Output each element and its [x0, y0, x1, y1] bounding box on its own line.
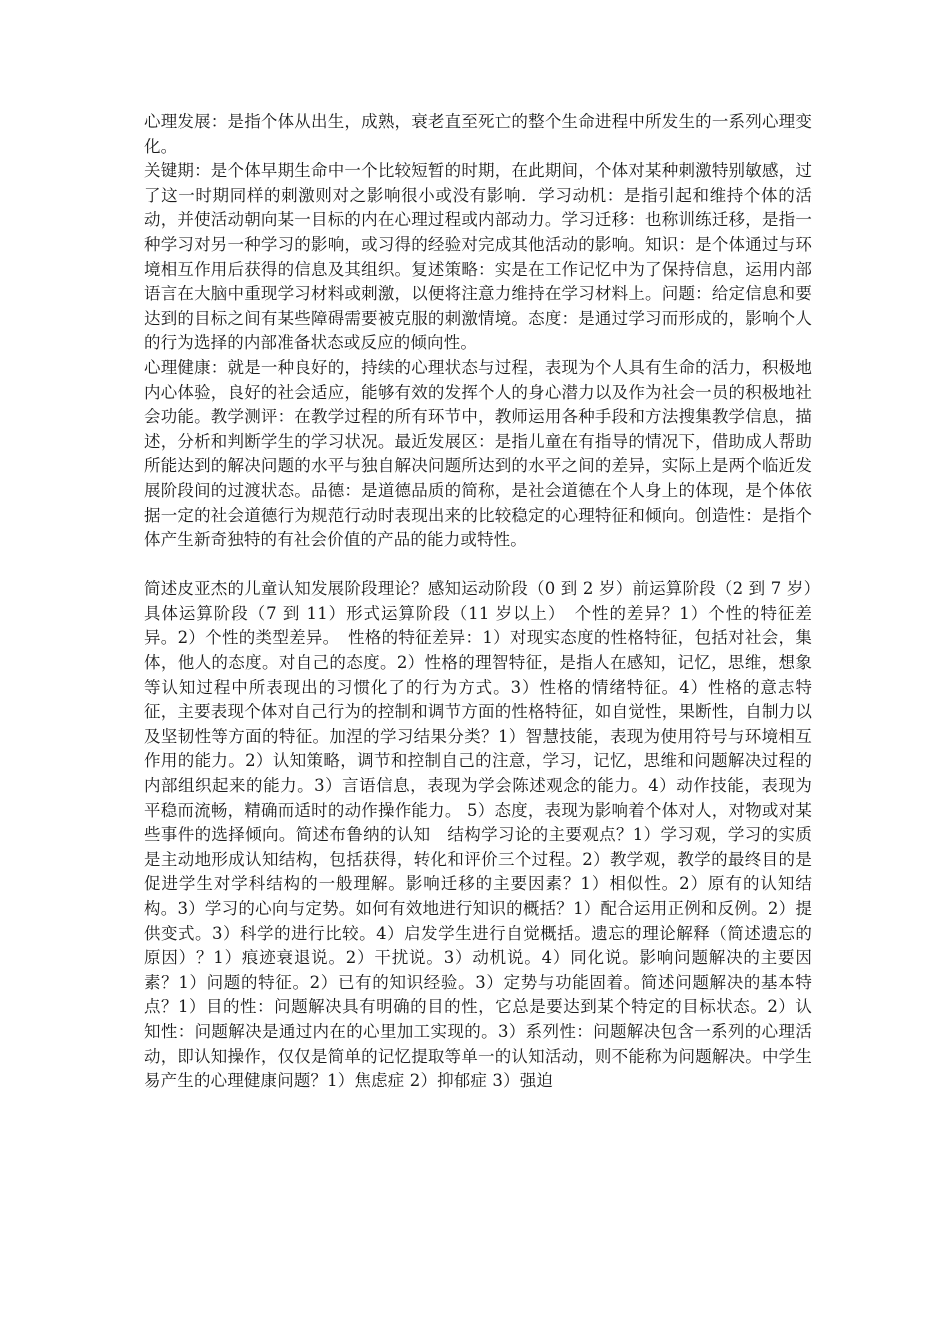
document-body: [144, 110, 812, 1094]
paragraph-psychological-development: 心理发展：是指个体从出生，成熟，衰老直至死亡的整个生命进程中所发生的一系列心理变化。: [144, 112, 812, 156]
paragraph-definitions-key-period: 关键期：是个体早期生命中一个比较短暂的时期，在此期间，个体对某种刺激特别敏感，过了这一时期同样的刺激则对之影响很小或没有影响．学习动机：是指引起和维持个体的活动，并使活动朝向某一目标的内在心理过程或内部动力。学习迁移：也称训练迁移，是指一种学习对另一种学习的影响，或习得的经验对完成其他活动的影响。知识：是个体通过与环境相互作用后获得的信息及其组织。复述策略：实是在工作记忆中为了保持信息，运用内部语言在大脑中重现学习材料或刺激，以便将注意力维持在学习材料上。问题：给定信息和要达到的目标之间有某些障碍需要被克服的刺激情境。态度：是通过学习而形成的，影响个人的行为选择的内部准备状态或反应的倾向性。: [144, 161, 812, 353]
paragraph-spacer: [144, 553, 812, 578]
paragraph-definitions-mental-health: 心理健康：就是一种良好的，持续的心理状态与过程，表现为个人具有生命的活力，积极地内心体验，良好的社会适应，能够有效的发挥个人的身心潜力以及作为社会一员的积极地社会功能。教学测评：在教学过程的所有环节中，教师运用各种手段和方法搜集教学信息，描述，分析和判断学生的学习状况。最近发展区：是指儿童在有指导的情况下，借助成人帮助所能达到的解决问题的水平与独自解决问题所达到的水平之间的差异，实际上是两个临近发展阶段间的过渡状态。品德：是道德品质的简称，是社会道德在个人身上的体现，是个体依据一定的社会道德行为规范行动时表现出来的比较稳定的心理特征和倾向。创造性：是指个体产生新奇独特的有社会价值的产品的能力或特性。: [144, 357, 812, 550]
paragraph-short-answer-questions: 简述皮亚杰的儿童认知发展阶段理论？感知运动阶段（0 到 2 岁）前运算阶段（2 到 7 岁）具体运算阶段（7 到 11）形式运算阶段（11 岁以上） 个性的差异？1）个性的特征差异。2）个性的类型差异。 性格的特征差异：1）对现实态度的性格特征，包括对社会，集体，他人的态度。对自己的态度。2）性格的理智特征，是指人在感知，记忆，思维，想象等认知过程中所表现出的习惯化了的行为方式。3）性格的情绪特征。4）性格的意志特征，主要表现个体对自己行为的控制和调节方面的性格特征，如自觉性，果断性，自制力以及坚韧性等方面的特征。加涅的学习结果分类？1）智慧技能，表现为使用符号与环境相互作用的能力。2）认知策略，调节和控制自己的注意，学习，记忆，思维和问题解决过程的内部组织起来的能力。3）言语信息，表现为学会陈述观念的能力。4）动作技能，表现为平稳而流畅，精确而适时的动作操作能力。 5）态度，表现为影响着个体对人，对物或对某些事件的选择倾向。简述布鲁纳的认知 结构学习论的主要观点？1）学习观，学习的实质是主动地形成认知结构，包括获得，转化和评价三个过程。2）教学观，教学的最终目的是促进学生对学科结构的一般理解。影响迁移的主要因素？1）相似性。2）原有的认知结构。3）学习的心向与定势。如何有效地进行知识的概括？1）配合运用正例和反例。2）提供变式。3）科学的进行比较。4）启发学生进行自觉概括。遗忘的理论解释（简述遗忘的原因）？1）痕迹衰退说。2）干扰说。3）动机说。4）同化说。影响问题解决的主要因素？1）问题的特征。2）已有的知识经验。3）定势与功能固着。简述问题解决的基本特点？1）目的性：问题解决具有明确的目的性，它总是要达到某个特定的目标状态。2）认知性：问题解决是通过内在的心里加工实现的。3）系列性：问题解决包含一系列的心理活动，即认知操作，仅仅是简单的记忆提取等单一的认知活动，则不能称为问题解决。中学生易产生的心理健康问题？1）焦虑症 2）抑郁症 3）强迫: [144, 579, 812, 1091]
